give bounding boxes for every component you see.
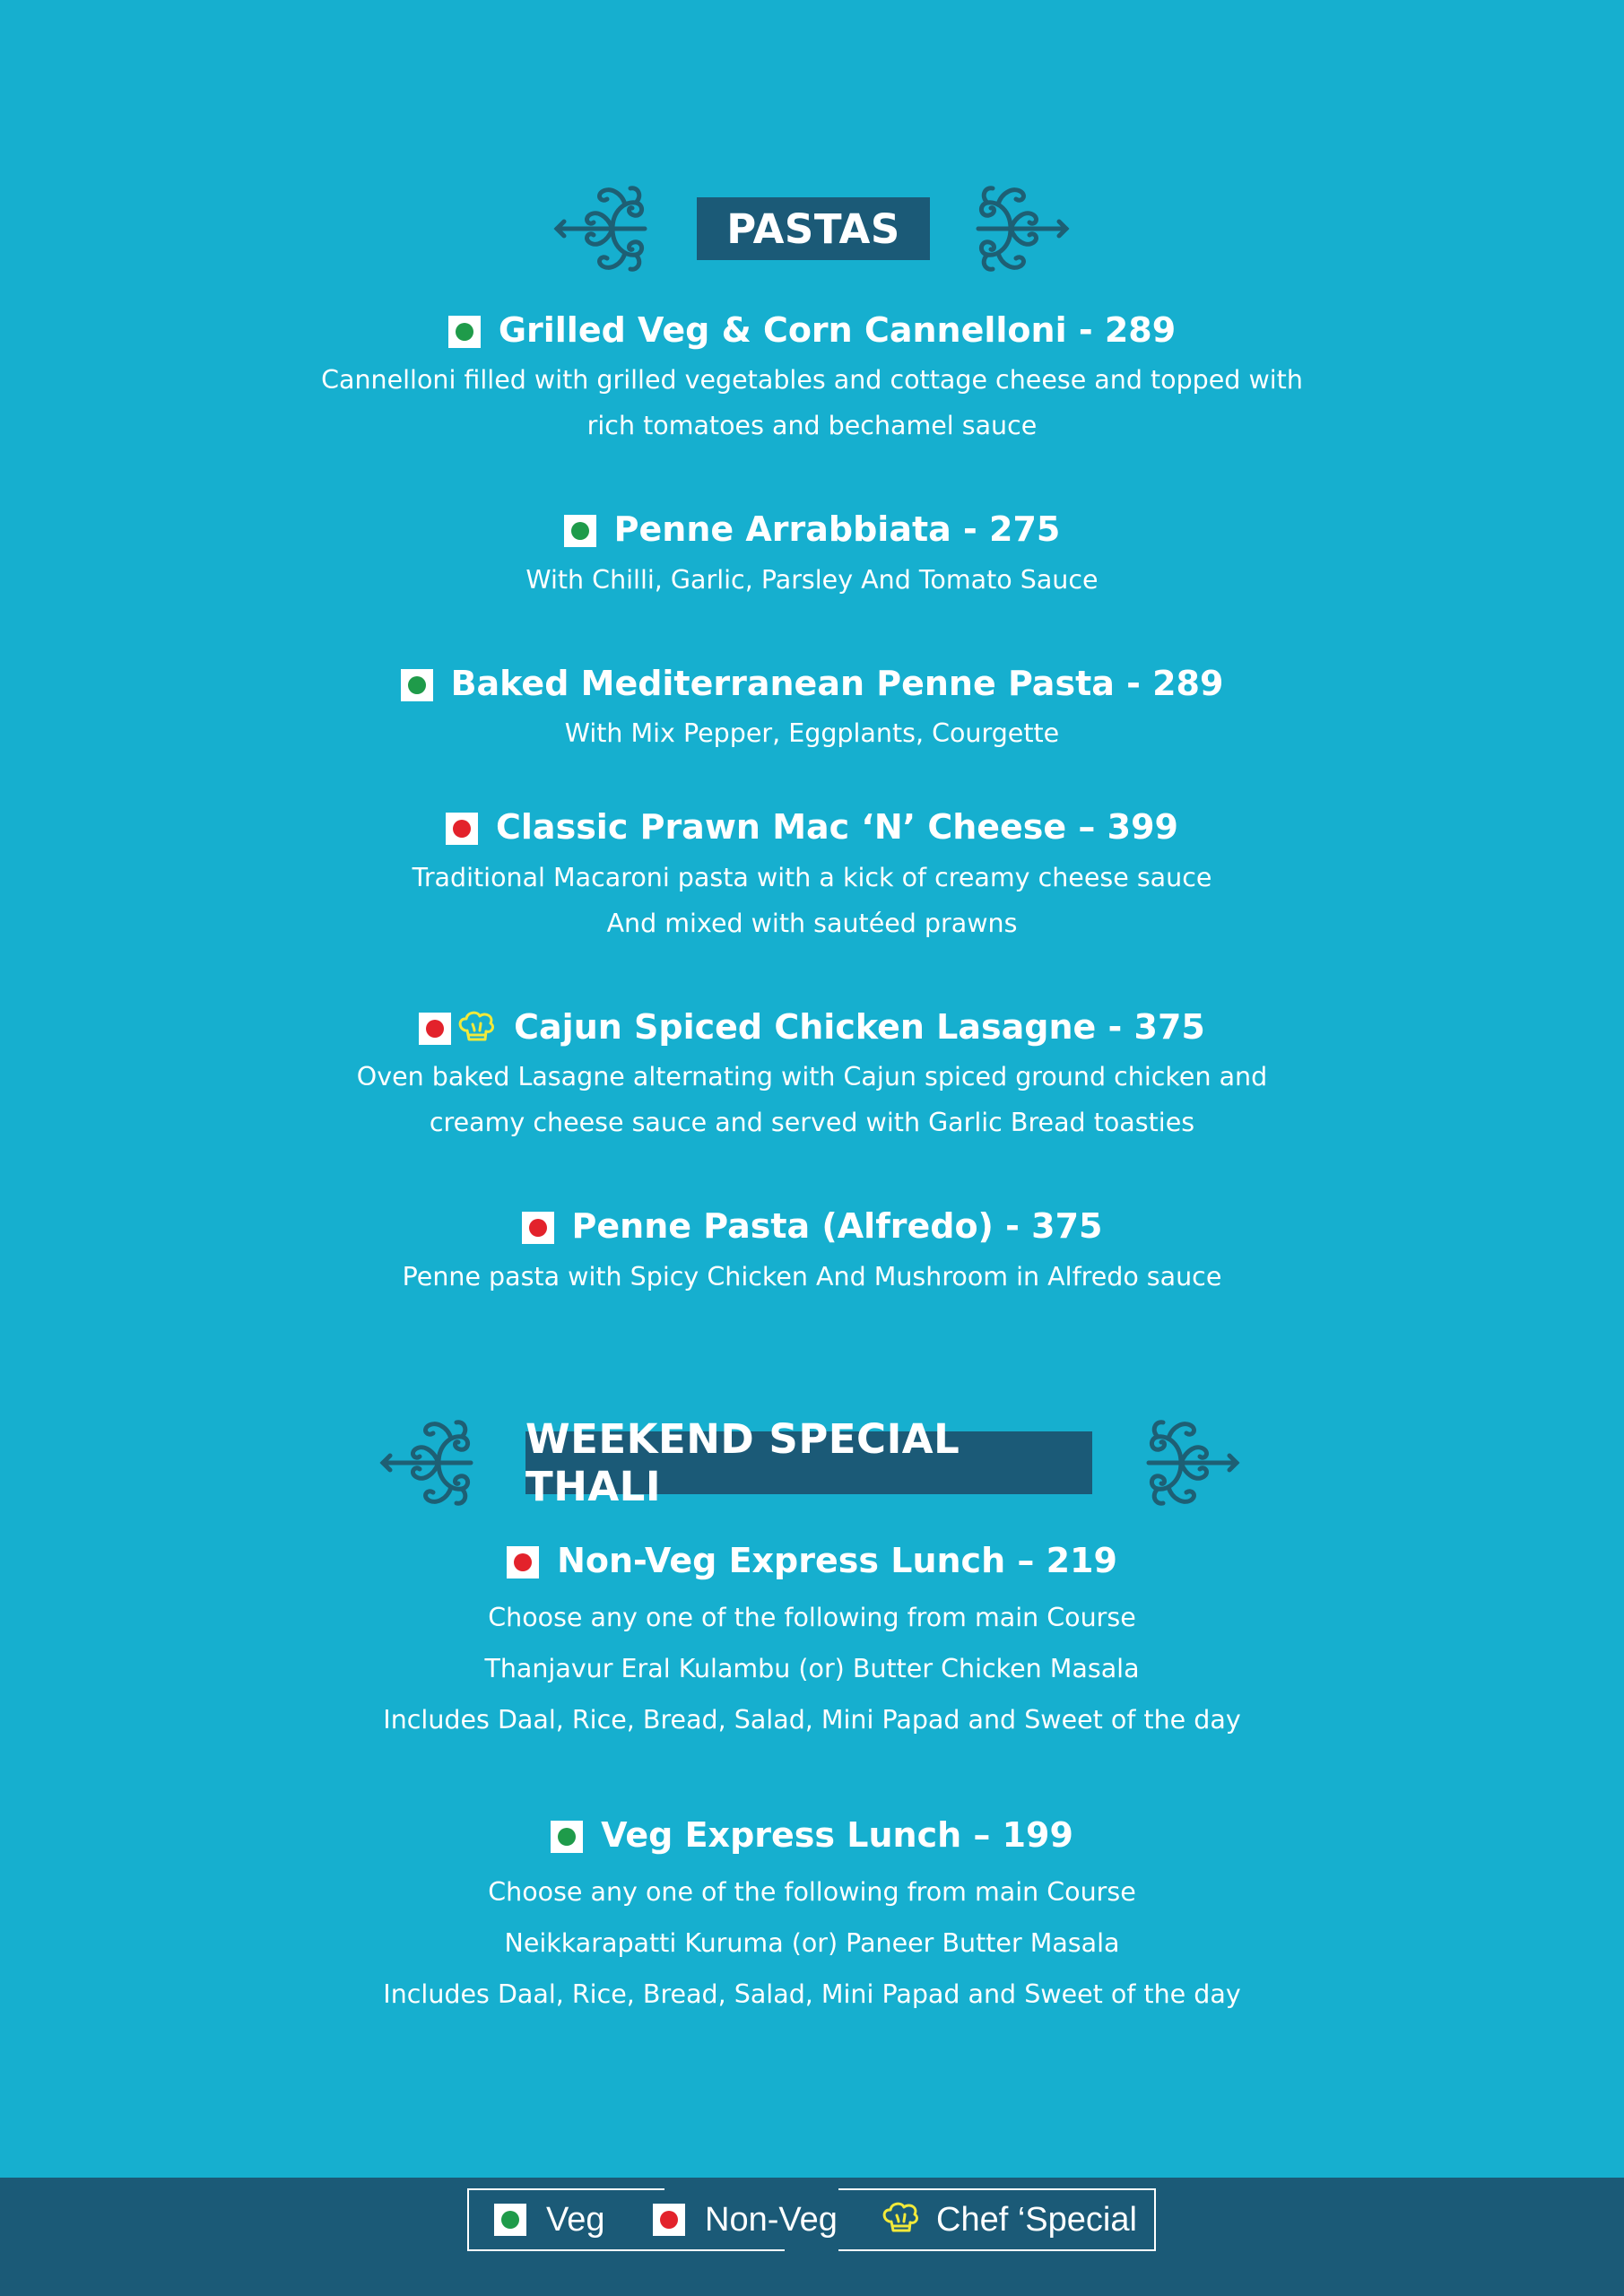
legend-frame [467,2188,469,2251]
menu-item-title: Veg Express Lunch – 199 [0,1810,1624,1857]
veg-icon [448,316,481,348]
flourish-right-icon [971,179,1070,278]
legend-frame [467,2249,785,2251]
menu-item-title: Classic Prawn Mac ‘N’ Cheese – 399 [0,802,1624,849]
flourish-left-icon [379,1413,478,1512]
legend-non-veg: Non-Veg [653,2199,838,2240]
chef-hat-icon [456,1009,496,1048]
non-veg-icon [446,813,478,845]
section-header-weekend-thali [0,1413,1624,1512]
legend-chef-special: Chef ‘Special [875,2199,1137,2240]
footer-legend-bar [0,2178,1624,2296]
menu-item-description: And mixed with sautéed prawns [606,909,1018,938]
legend-veg: Veg [494,2199,605,2240]
menu-item-description: creamy cheese sauce and served with Garlic Bread toasties [429,1108,1195,1137]
legend [467,2188,1156,2251]
section-title: WEEKEND SPECIAL THALI [525,1431,1092,1494]
menu-item-description: Choose any one of the following from main Course [488,1877,1136,1907]
menu-item-title: Cajun Spiced Chicken Lasagne - 375 [0,1002,1624,1049]
section-title: PASTAS [697,197,930,260]
legend-frame [1154,2188,1156,2251]
menu-item-description: Thanjavur Eral Kulambu (or) Butter Chicken Masala [484,1654,1140,1683]
menu-item-description: rich tomatoes and bechamel sauce [586,411,1038,440]
menu-item-description: Neikkarapatti Kuruma (or) Paneer Butter Masala [504,1928,1120,1958]
menu-item-title: Baked Mediterranean Penne Pasta - 289 [0,658,1624,706]
non-veg-icon [522,1212,554,1244]
flourish-left-icon [553,179,652,278]
menu-item-description: Oven baked Lasagne alternating with Cajun spiced ground chicken and [356,1062,1268,1091]
chef-hat-icon [881,2200,920,2239]
menu-item-description: Traditional Macaroni pasta with a kick of creamy cheese sauce [412,863,1212,892]
non-veg-icon [653,2204,685,2236]
veg-icon [494,2204,526,2236]
flourish-right-icon [1142,1413,1240,1512]
menu-item-description: With Mix Pepper, Eggplants, Courgette [564,718,1060,748]
section-header-pastas [0,179,1624,278]
veg-icon [551,1821,583,1853]
menu-item-title: Penne Pasta (Alfredo) - 375 [0,1201,1624,1248]
legend-frame [838,2188,1156,2190]
legend-frame [838,2249,1156,2251]
menu-item-description: Includes Daal, Rice, Bread, Salad, Mini Papad and Sweet of the day [383,1705,1241,1735]
menu-item-description: Penne pasta with Spicy Chicken And Mushroom in Alfredo sauce [402,1262,1222,1292]
non-veg-icon [419,1013,451,1045]
menu-item-description: Includes Daal, Rice, Bread, Salad, Mini Papad and Sweet of the day [383,1979,1241,2009]
menu-item-description: Choose any one of the following from main Course [488,1603,1136,1632]
veg-icon [564,515,596,547]
menu-item-title: Penne Arrabbiata - 275 [0,504,1624,552]
menu-item-description: Cannelloni filled with grilled vegetables and cottage cheese and topped with [321,365,1303,395]
menu-item-title: Grilled Veg & Corn Cannelloni - 289 [0,305,1624,352]
legend-frame [467,2188,664,2190]
menu-item-title: Non-Veg Express Lunch – 219 [0,1535,1624,1583]
menu-item-description: With Chilli, Garlic, Parsley And Tomato Sauce [525,565,1099,595]
non-veg-icon [507,1546,539,1578]
veg-icon [401,669,433,701]
